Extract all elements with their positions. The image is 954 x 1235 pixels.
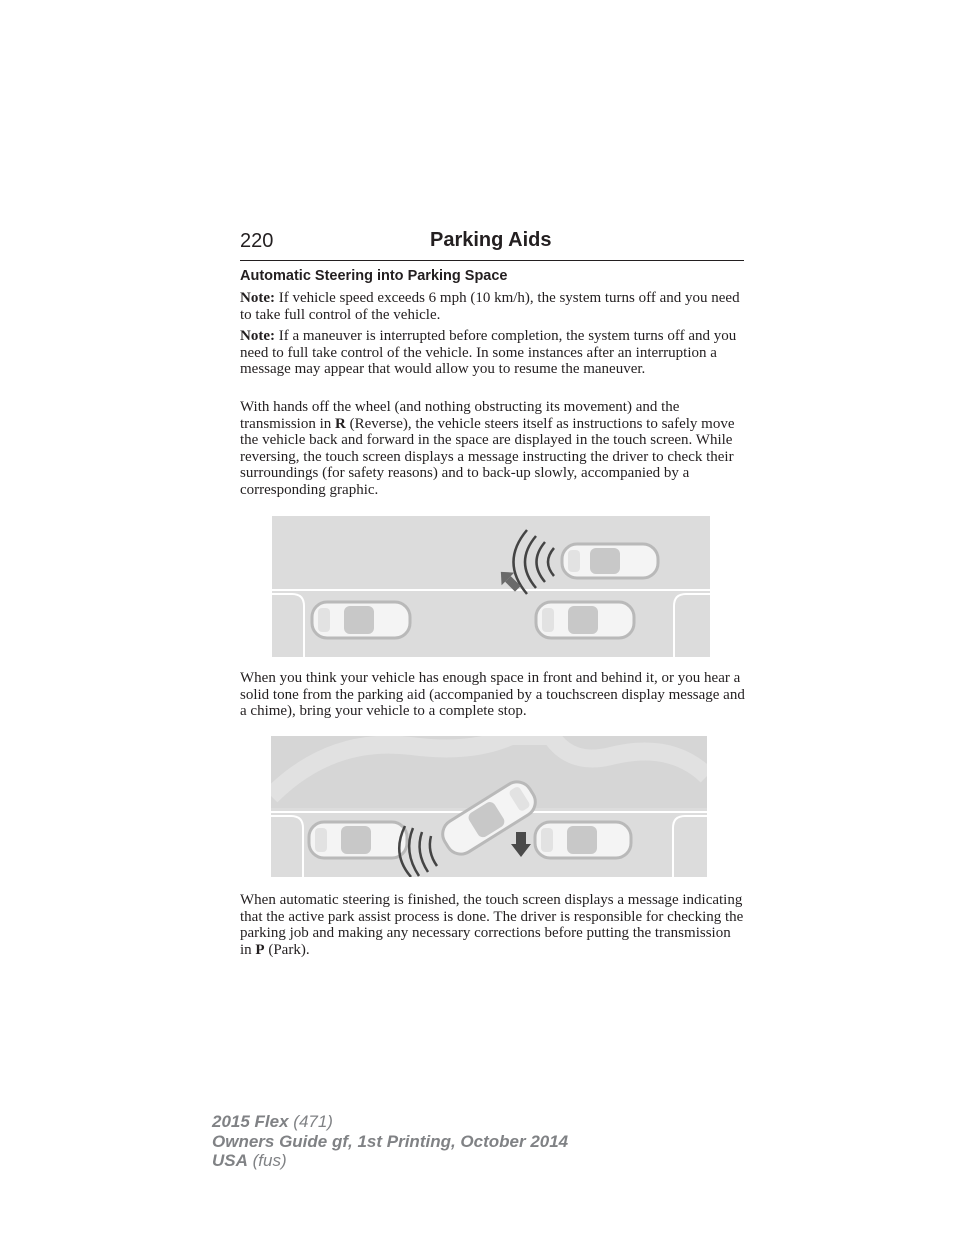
parking-illustration-reversing xyxy=(271,736,707,877)
paragraph-steering-finished: When automatic steering is finished, the touch screen displays a message indicating that the active park assist process is done. The driver is responsible for checking the parking job and making any necessary corrections before putting the transmission in P (Park). xyxy=(240,892,744,958)
footer-model-line: 2015 Flex (471) xyxy=(212,1112,333,1131)
footer-region-line: USA (fus) xyxy=(212,1151,287,1170)
chapter-title: Parking Aids xyxy=(430,229,552,251)
parked-car-icon xyxy=(535,822,631,858)
footer-guide-line: Owners Guide gf, 1st Printing, October 2014 xyxy=(212,1131,569,1151)
paragraph-reverse-steering: With hands off the wheel (and nothing obstructing its movement) and the transmission in R (Reverse), the vehicle steers itself as instructions to safely move the vehicle back and forward in the space are displayed in the touch screen. While reversing, the touch screen displays a message instructing the driver to check their surroundings (for safety reasons) and to back-up slowly, accompanied by a corresponding graphic. xyxy=(240,399,735,498)
note-text: If vehicle speed exceeds 6 mph (10 km/h), the system turns off and you need to take full control of the vehicle. xyxy=(240,290,740,323)
page-header xyxy=(240,228,744,261)
note-text: If a maneuver is interrupted before completion, the system turns off and you need to full take control of the vehicle. In some instances after an interruption a message may appear that would allow you to resume the maneuver. xyxy=(240,328,737,377)
parking-illustration-approach xyxy=(272,516,710,657)
note-label: Note: xyxy=(240,290,275,306)
parked-car-icon xyxy=(312,602,410,638)
section-title: Automatic Steering into Parking Space xyxy=(240,268,508,284)
page-footer xyxy=(212,1112,568,1171)
parked-car-icon xyxy=(309,822,407,858)
gear-r-label: R xyxy=(335,415,346,432)
note-speed xyxy=(240,290,746,323)
note-label: Note: xyxy=(240,328,275,344)
gear-p-label: P xyxy=(255,941,265,958)
note-interruption xyxy=(240,328,746,378)
paragraph-stop-vehicle: When you think your vehicle has enough space in front and behind it, or you hear a solid tone from the parking aid (accompanied by a touchscreen display message and a chime), bring your vehicle to a complete stop. xyxy=(240,670,745,719)
page-number: 220 xyxy=(240,230,274,252)
parked-car-icon xyxy=(536,602,634,638)
moving-car-icon xyxy=(562,544,658,578)
